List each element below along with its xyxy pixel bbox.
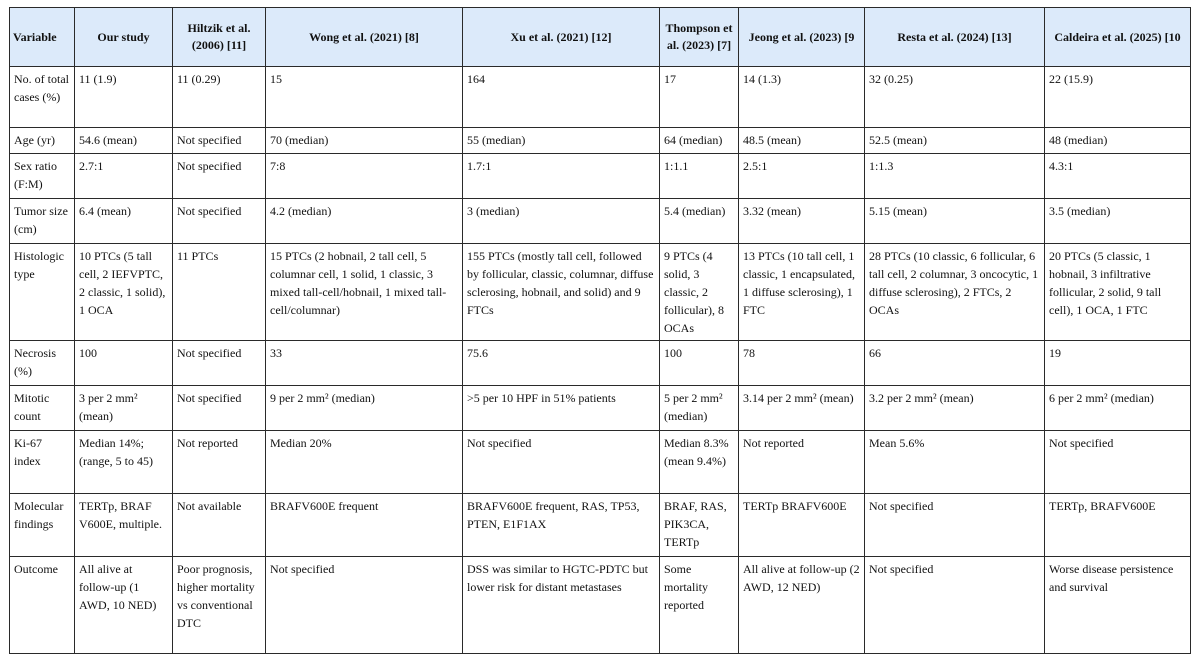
row-label: Mitotic count bbox=[10, 386, 75, 431]
table-cell: 11 (1.9) bbox=[75, 67, 173, 128]
table-cell: 1:1.3 bbox=[865, 154, 1045, 199]
header-variable: Variable bbox=[10, 8, 75, 67]
table-cell: Not specified bbox=[173, 128, 266, 154]
table-cell: 100 bbox=[660, 341, 739, 386]
table-cell: All alive at follow-up (1 AWD, 10 NED) bbox=[75, 557, 173, 654]
comparison-table bbox=[9, 7, 1191, 654]
table-cell: 6 per 2 mm² (median) bbox=[1045, 386, 1191, 431]
row-label: Molecular findings bbox=[10, 494, 75, 557]
table-cell: 9 PTCs (4 solid, 3 classic, 2 follicular), 8 OCAs bbox=[660, 244, 739, 341]
table-cell: Not specified bbox=[173, 199, 266, 244]
table-cell: Median 14%; (range, 5 to 45) bbox=[75, 431, 173, 494]
table-cell: 5 per 2 mm² (median) bbox=[660, 386, 739, 431]
table-cell: Not specified bbox=[266, 557, 463, 654]
table-cell: 15 PTCs (2 hobnail, 2 tall cell, 5 columnar cell, 1 solid, 1 classic, 3 mixed tall-cell/hobnail, 1 mixed tall-cell/columnar) bbox=[266, 244, 463, 341]
table-cell: TERTp BRAFV600E bbox=[739, 494, 865, 557]
table-cell: 164 bbox=[463, 67, 660, 128]
table-cell: 155 PTCs (mostly tall cell, followed by follicular, classic, columnar, diffuse sclerosing, hobnail, and solid) and 9 FTCs bbox=[463, 244, 660, 341]
table-cell: BRAF, RAS, PIK3CA, TERTp bbox=[660, 494, 739, 557]
table-cell: 1.7:1 bbox=[463, 154, 660, 199]
row-label: Outcome bbox=[10, 557, 75, 654]
table-cell: 52.5 (mean) bbox=[865, 128, 1045, 154]
table-row bbox=[10, 386, 1191, 431]
table-cell: All alive at follow-up (2 AWD, 12 NED) bbox=[739, 557, 865, 654]
table-cell: 2.5:1 bbox=[739, 154, 865, 199]
table-cell: 66 bbox=[865, 341, 1045, 386]
table-cell: 5.4 (median) bbox=[660, 199, 739, 244]
table-cell: Not available bbox=[173, 494, 266, 557]
table-cell: 3.14 per 2 mm² (mean) bbox=[739, 386, 865, 431]
table-row bbox=[10, 494, 1191, 557]
table-cell: 3.5 (median) bbox=[1045, 199, 1191, 244]
table-cell: 3 (median) bbox=[463, 199, 660, 244]
table-row bbox=[10, 431, 1191, 494]
table-cell: 70 (median) bbox=[266, 128, 463, 154]
table-cell: Not specified bbox=[463, 431, 660, 494]
table-cell: Median 8.3% (mean 9.4%) bbox=[660, 431, 739, 494]
table-cell: Not specified bbox=[173, 386, 266, 431]
table-cell: TERTp, BRAFV600E bbox=[1045, 494, 1191, 557]
table-cell: 28 PTCs (10 classic, 6 follicular, 6 tall cell, 2 columnar, 3 oncocytic, 1 diffuse sclerosing), 2 FTCs, 2 OCAs bbox=[865, 244, 1045, 341]
table-cell: 14 (1.3) bbox=[739, 67, 865, 128]
table-cell: 9 per 2 mm² (median) bbox=[266, 386, 463, 431]
header-thompson: Thompson et al. (2023) [7] bbox=[660, 8, 739, 67]
header-xu: Xu et al. (2021) [12] bbox=[463, 8, 660, 67]
header-row bbox=[10, 8, 1191, 67]
header-wong: Wong et al. (2021) [8] bbox=[266, 8, 463, 67]
table-row bbox=[10, 67, 1191, 128]
table-cell: 3 per 2 mm² (mean) bbox=[75, 386, 173, 431]
table-cell: 7:8 bbox=[266, 154, 463, 199]
table-row bbox=[10, 341, 1191, 386]
table-cell: 15 bbox=[266, 67, 463, 128]
header-jeong: Jeong et al. (2023) [9 bbox=[739, 8, 865, 67]
table-cell: Not specified bbox=[173, 341, 266, 386]
table-cell: BRAFV600E frequent, RAS, TP53, PTEN, E1F1AX bbox=[463, 494, 660, 557]
row-label: Age (yr) bbox=[10, 128, 75, 154]
table-cell: Not specified bbox=[865, 557, 1045, 654]
table-cell: Not specified bbox=[865, 494, 1045, 557]
header-hiltzik: Hiltzik et al. (2006) [11] bbox=[173, 8, 266, 67]
table-cell: 75.6 bbox=[463, 341, 660, 386]
table-cell: 2.7:1 bbox=[75, 154, 173, 199]
table-cell: DSS was similar to HGTC-PDTC but lower risk for distant metastases bbox=[463, 557, 660, 654]
table-cell: 48.5 (mean) bbox=[739, 128, 865, 154]
table-cell: Not specified bbox=[1045, 431, 1191, 494]
table-cell: 64 (median) bbox=[660, 128, 739, 154]
table-cell: Poor prognosis, higher mortality vs conventional DTC bbox=[173, 557, 266, 654]
table-cell: 13 PTCs (10 tall cell, 1 classic, 1 encapsulated, 1 diffuse sclerosing), 1 FTC bbox=[739, 244, 865, 341]
table-cell: 20 PTCs (5 classic, 1 hobnail, 3 infiltrative follicular, 2 solid, 9 tall cell), 1 OCA, 1 FTC bbox=[1045, 244, 1191, 341]
table-cell: BRAFV600E frequent bbox=[266, 494, 463, 557]
table-cell: 100 bbox=[75, 341, 173, 386]
table-cell: 78 bbox=[739, 341, 865, 386]
table-cell: 32 (0.25) bbox=[865, 67, 1045, 128]
table-cell: 10 PTCs (5 tall cell, 2 IEFVPTC, 2 classic, 1 solid), 1 OCA bbox=[75, 244, 173, 341]
header-resta: Resta et al. (2024) [13] bbox=[865, 8, 1045, 67]
table-cell: 1:1.1 bbox=[660, 154, 739, 199]
table-cell: Some mortality reported bbox=[660, 557, 739, 654]
table-row bbox=[10, 557, 1191, 654]
table-cell: 3.32 (mean) bbox=[739, 199, 865, 244]
header-our-study: Our study bbox=[75, 8, 173, 67]
table-cell: >5 per 10 HPF in 51% patients bbox=[463, 386, 660, 431]
table-cell: Not reported bbox=[173, 431, 266, 494]
table-cell: 4.2 (median) bbox=[266, 199, 463, 244]
row-label: Necrosis (%) bbox=[10, 341, 75, 386]
table-cell: Mean 5.6% bbox=[865, 431, 1045, 494]
table-cell: 54.6 (mean) bbox=[75, 128, 173, 154]
table-row bbox=[10, 199, 1191, 244]
table-row bbox=[10, 244, 1191, 341]
table-cell: Not specified bbox=[173, 154, 266, 199]
table-cell: Not reported bbox=[739, 431, 865, 494]
table-cell: 5.15 (mean) bbox=[865, 199, 1045, 244]
table-cell: 6.4 (mean) bbox=[75, 199, 173, 244]
row-label: No. of total cases (%) bbox=[10, 67, 75, 128]
table-cell: 11 (0.29) bbox=[173, 67, 266, 128]
table-cell: 55 (median) bbox=[463, 128, 660, 154]
row-label: Sex ratio (F:M) bbox=[10, 154, 75, 199]
table-cell: 17 bbox=[660, 67, 739, 128]
table-cell: 19 bbox=[1045, 341, 1191, 386]
table-cell: 3.2 per 2 mm² (mean) bbox=[865, 386, 1045, 431]
row-label: Tumor size (cm) bbox=[10, 199, 75, 244]
row-label: Histologic type bbox=[10, 244, 75, 341]
table-cell: Median 20% bbox=[266, 431, 463, 494]
table-cell: 4.3:1 bbox=[1045, 154, 1191, 199]
table-cell: 22 (15.9) bbox=[1045, 67, 1191, 128]
table-row bbox=[10, 128, 1191, 154]
table-cell: Worse disease persistence and survival bbox=[1045, 557, 1191, 654]
table-cell: TERTp, BRAF V600E, multiple. bbox=[75, 494, 173, 557]
table-cell: 48 (median) bbox=[1045, 128, 1191, 154]
table-row bbox=[10, 154, 1191, 199]
row-label: Ki-67 index bbox=[10, 431, 75, 494]
table-cell: 11 PTCs bbox=[173, 244, 266, 341]
header-caldeira: Caldeira et al. (2025) [10 bbox=[1045, 8, 1191, 67]
table-cell: 33 bbox=[266, 341, 463, 386]
